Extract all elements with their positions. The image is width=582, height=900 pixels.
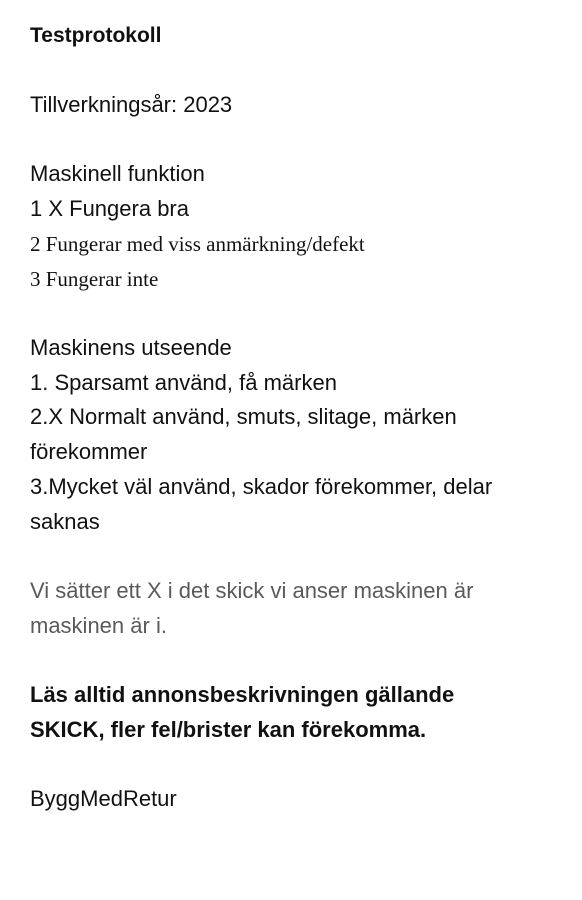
manufacture-year: Tillverkningsår: 2023: [30, 92, 233, 117]
warning-line-1: Läs alltid annonsbeskrivningen gällande: [30, 682, 455, 707]
function-option-3: 3 Fungerar inte: [30, 267, 159, 291]
function-heading: Maskinell funktion: [30, 161, 205, 186]
warning-line-2: SKICK, fler fel/brister kan förekomma.: [30, 717, 427, 742]
document-title: Testprotokoll: [30, 24, 162, 47]
function-option-2: 2 Fungerar med viss anmärkning/defekt: [30, 232, 365, 256]
appearance-option-2-continued: förekommer: [30, 439, 148, 464]
appearance-option-3: 3.Mycket väl använd, skador förekommer, delar: [30, 474, 493, 499]
appearance-option-3-continued: saknas: [30, 509, 100, 534]
appearance-option-1: 1. Sparsamt använd, få märken: [30, 370, 337, 395]
signature: ByggMedRetur: [30, 786, 177, 811]
explanation-line-1: Vi sätter ett X i det skick vi anser maskinen är: [30, 578, 474, 603]
appearance-option-2: 2.X Normalt använd, smuts, slitage, märken: [30, 404, 457, 429]
function-option-1: 1 X Fungera bra: [30, 196, 189, 221]
explanation-line-2: maskinen är i.: [30, 613, 167, 638]
appearance-heading: Maskinens utseende: [30, 335, 232, 360]
